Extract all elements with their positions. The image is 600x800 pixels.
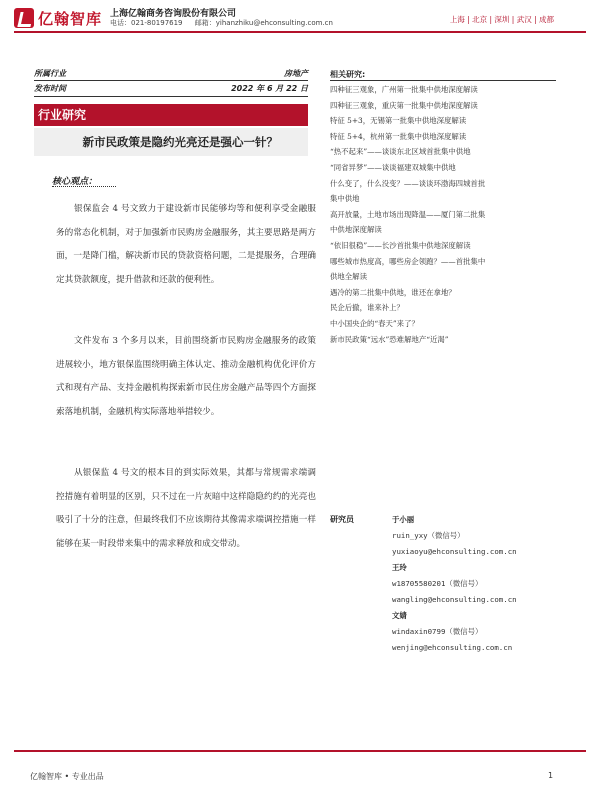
related-item[interactable]: 高开放量，土地市场出现降温——厦门第二批集 [330,209,486,219]
related-list [330,82,556,347]
related-title: 相关研究: [330,70,366,79]
related-item[interactable]: “同省异梦”——谈谈福建双城集中供地 [330,162,456,172]
core-underline [52,186,116,187]
researcher-email[interactable]: wangling@ehconsulting.com.cn [392,595,517,604]
logo [14,7,102,29]
related-item[interactable]: 民企后撤，谁来补上？ [330,303,404,313]
email: 邮箱：yihanzhiku@ehconsulting.com.cn [194,19,333,27]
related-item[interactable]: 供地全解读 [330,272,367,282]
related-item[interactable]: 特征 5+3，无锡第一批集中供地深度解读 [330,116,467,126]
date-value: 2022 年 6 月 22 日 [231,84,308,93]
header-divider [14,31,586,33]
footer-text: 亿翰智库 • 专业出品 [30,772,104,781]
related-item[interactable]: 四种征三观象，广州第一批集中供地深度解读 [330,85,478,94]
related-item[interactable]: “热不起来”——谈谈东北区域首批集中供地 [330,147,471,157]
related-item[interactable]: 遇冷的第二批集中供地，谁还在拿地？ [330,287,456,297]
section-bar: 行业研究 [34,104,308,126]
industry-row [34,68,308,79]
related-item[interactable]: 新市民政策“远水”恐难解地产“近渴” [330,334,449,344]
researcher-email[interactable]: yuxiaoyu@ehconsulting.com.cn [392,547,517,556]
paragraph-3: 从银保监 4 号文的根本目的到实际效果，其都与常规需求端调控措施有着明显的区别，只不过在一片灰暗中这样隐隐约约的光亮也吸引了十分的注意，但最终我们不应该期待其像需求端调控措施一样能够在某一时段带来集中的需求释放和成交带动。 [56,468,316,549]
researcher-list [392,512,517,656]
researcher-wechat: w18705580201（微信号） [392,579,483,588]
researcher-wechat: ruin_yxy（微信号） [392,531,465,540]
report-title: 新市民政策是隐约光亮还是强心一针？ [34,128,308,156]
researcher-wechat: windaxin0799（微信号） [392,627,483,636]
phone: 电话：021-80197619 [110,19,183,27]
paragraph-2: 文件发布 3 个多月以来，目前围绕新市民购房金融服务的政策进展较小，地方银保监围绕明确主体认定、推动金融机构优化评价方式和现有产品、支持金融机构探索新市民住房金融产品等四个方面探索落地机制，金融机构实际落地举措较少。 [56,336,316,417]
related-item[interactable]: 四种征三观象，重庆第一批集中供地深度解读 [330,100,478,110]
researcher-name: 于小丽 [392,515,415,524]
researcher-name: 文婧 [392,611,407,620]
date-label: 发布时间 [34,84,66,93]
logo-text: 亿翰智库 [38,9,103,28]
meta-divider [34,80,308,81]
related-item[interactable]: 集中供地 [330,194,360,204]
related-item[interactable]: 中小国央企的“春天”来了？ [330,318,419,328]
industry-label: 所属行业 [34,69,66,78]
footer-divider [14,750,586,752]
logo-icon [14,8,34,28]
paragraph-1: 银保监会 4 号文致力于建设新市民能够均等和便利享受金融服务的常态化机制，对于加强新市民购房金融服务，其主要思路是两方面，一是降门槛，解决新市民的贷款资格问题，二是提服务，合理确定其贷款额度，提升借款和还款的便利性。 [56,204,316,285]
related-item[interactable]: 哪些城市热度高，哪些房企领跑？——首批集中 [330,256,486,266]
meta-divider [34,96,308,97]
company-name: 上海亿翰商务咨询股份有限公司 [110,9,237,19]
date-row [34,83,308,94]
related-divider [330,80,556,81]
related-item[interactable]: 什么变了，什么没变？——谈谈环渤海四城首批 [330,178,486,188]
researcher-label: 研究员 [330,515,354,524]
related-item[interactable]: 中供地深度解读 [330,225,382,235]
industry-value: 房地产 [284,69,308,78]
page-number: 1 [548,771,554,780]
related-item[interactable]: 特征 5+4，杭州第一批集中供地深度解读 [330,131,467,141]
core-label: 核心观点： [52,177,98,187]
contact-info [110,18,343,28]
researcher-email[interactable]: wenjing@ehconsulting.com.cn [392,643,513,652]
related-item[interactable]: “依旧很稳”——长沙首批集中供地深度解读 [330,240,471,250]
researcher-name: 王玲 [392,563,407,572]
office-cities: 上海 | 北京 | 深圳 | 武汉 | 成都 [449,15,554,24]
